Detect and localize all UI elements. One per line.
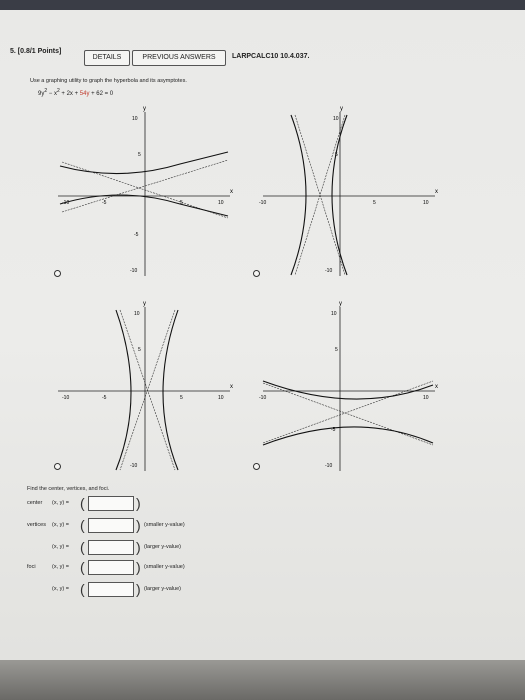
answers-prompt: Find the center, vertices, and foci.	[27, 486, 110, 492]
hyperbola-branch	[116, 310, 131, 470]
close-paren: )	[136, 495, 141, 511]
hyperbola-branch	[291, 115, 306, 275]
tick-label: -10	[130, 463, 138, 469]
tick-label: 5	[138, 152, 141, 158]
tick-label: 10	[134, 311, 140, 317]
center-label: center	[27, 500, 43, 506]
tick-label: 10	[218, 200, 224, 206]
foci-label: foci	[27, 564, 36, 570]
smaller-y-hint: (smaller y-value)	[144, 564, 185, 570]
smaller-y-hint: (smaller y-value)	[144, 522, 185, 528]
tick-label: -5	[134, 232, 139, 238]
tick-label: -5	[331, 427, 336, 433]
tick-label: -10	[130, 268, 138, 274]
graph-option-2	[255, 100, 445, 280]
eq-sup: 2	[44, 88, 48, 94]
y-axis-label: y	[340, 106, 343, 112]
y-axis-label: y	[143, 301, 146, 307]
hyperbola-branch	[332, 115, 347, 275]
tick-label: 5	[138, 347, 141, 353]
center-input[interactable]	[88, 496, 134, 511]
tick-label: 10	[331, 311, 337, 317]
x-axis-label: x	[230, 384, 233, 390]
y-axis-label: y	[143, 106, 146, 112]
tick-label: -5	[102, 200, 107, 206]
open-paren: (	[80, 495, 85, 511]
y-axis-label: y	[339, 301, 342, 307]
tick-label: 5	[180, 200, 183, 206]
tick-label: -10	[259, 200, 267, 206]
tick-label: 10	[132, 116, 138, 122]
details-button[interactable]: DETAILS	[84, 50, 130, 66]
open-paren: (	[80, 581, 85, 597]
tick-label: 10	[423, 395, 429, 401]
open-paren: (	[80, 559, 85, 575]
xy-label: (x, y) =	[52, 500, 69, 506]
tick-label: 10	[423, 200, 429, 206]
tick-label: -10	[62, 395, 70, 401]
tick-label: -5	[102, 395, 107, 401]
previous-answers-button[interactable]: PREVIOUS ANSWERS	[132, 50, 226, 66]
focus-smaller-input[interactable]	[88, 560, 134, 575]
hyperbola-branch	[60, 195, 228, 216]
eq-term: + 62 = 0	[89, 91, 114, 97]
xy-label: (x, y) =	[52, 544, 69, 550]
instruction-text: Use a graphing utility to graph the hyperbola and its asymptotes.	[30, 78, 187, 84]
tick-label: 5	[335, 347, 338, 353]
x-axis-label: x	[435, 384, 438, 390]
radio-option-3[interactable]	[54, 463, 61, 470]
open-paren: (	[80, 539, 85, 555]
x-axis-label: x	[435, 189, 438, 195]
eq-term: 9y	[38, 91, 45, 97]
tick-label: 10	[218, 395, 224, 401]
eq-term-highlight: 54y	[79, 91, 90, 97]
close-paren: )	[136, 517, 141, 533]
hyperbola-branch	[60, 152, 228, 174]
larger-y-hint: (larger y-value)	[144, 586, 181, 592]
close-paren: )	[136, 539, 141, 555]
tick-label: 5	[373, 200, 376, 206]
equation	[38, 88, 113, 97]
eq-term: − x	[47, 91, 57, 97]
close-paren: )	[136, 559, 141, 575]
larger-y-hint: (larger y-value)	[144, 544, 181, 550]
question-id: LARPCALC10 10.4.037.	[232, 53, 310, 60]
eq-term: + 2x +	[59, 91, 80, 97]
top-bar	[0, 0, 525, 10]
xy-label: (x, y) =	[52, 586, 69, 592]
xy-label: (x, y) =	[52, 564, 69, 570]
radio-option-2[interactable]	[253, 270, 260, 277]
focus-larger-input[interactable]	[88, 582, 134, 597]
desk-shadow	[0, 660, 525, 700]
xy-label: (x, y) =	[52, 522, 69, 528]
tick-label: 5	[335, 152, 338, 158]
graph-option-3	[50, 295, 240, 475]
tick-label: -10	[62, 200, 70, 206]
eq-sup: 2	[56, 88, 60, 94]
x-axis-label: x	[230, 189, 233, 195]
vertex-larger-input[interactable]	[88, 540, 134, 555]
tick-label: -10	[325, 463, 333, 469]
vertices-label: vertices	[27, 522, 46, 528]
graph-option-1	[50, 100, 240, 280]
tick-label: -10	[259, 395, 267, 401]
radio-option-4[interactable]	[253, 463, 260, 470]
radio-option-1[interactable]	[54, 270, 61, 277]
graph-option-4	[255, 295, 445, 475]
tick-label: 5	[180, 395, 183, 401]
tick-label: -10	[325, 268, 333, 274]
question-header: 5. [0.8/1 Points]	[10, 48, 62, 55]
tick-label: 10	[333, 116, 339, 122]
hyperbola-branch	[163, 310, 178, 470]
open-paren: (	[80, 517, 85, 533]
vertex-smaller-input[interactable]	[88, 518, 134, 533]
asymptote-line	[263, 383, 433, 445]
close-paren: )	[136, 581, 141, 597]
